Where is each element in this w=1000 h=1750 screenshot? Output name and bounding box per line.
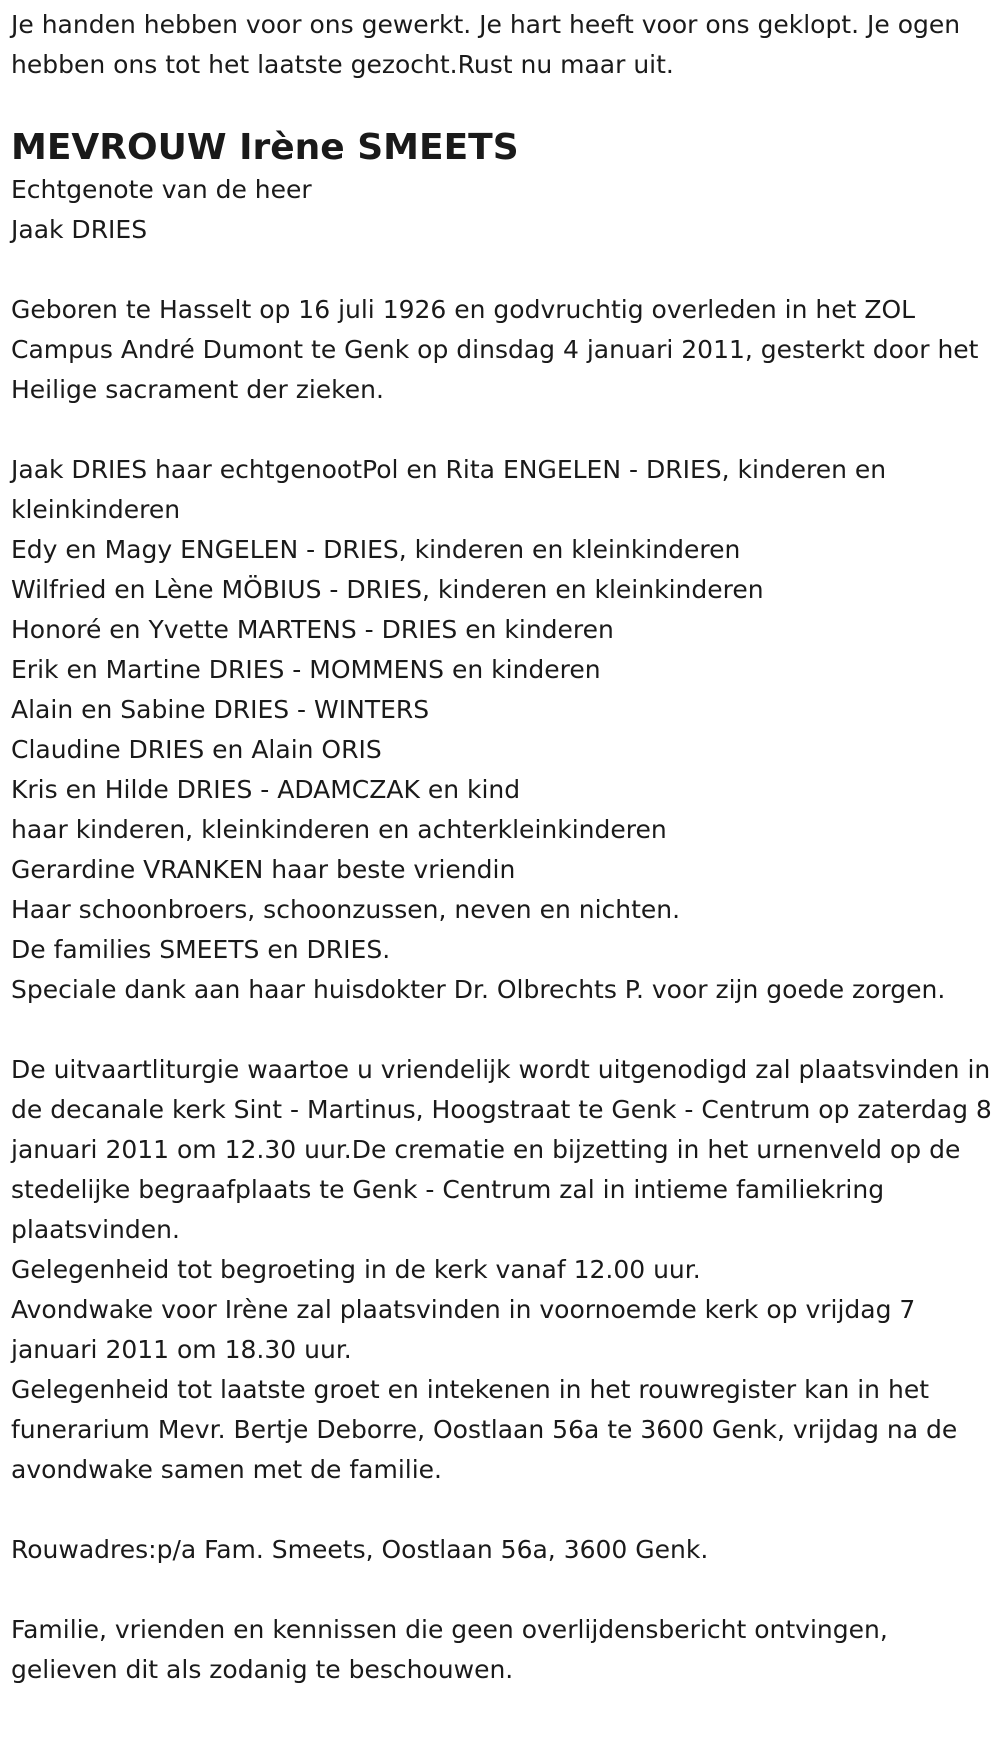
vigil-paragraph: Avondwake voor Irène zal plaatsvinden in voornoemde kerk op vrijdag 7 januari 2011 om 18.30 uur. [11, 1295, 916, 1364]
family-line: Haar schoonbroers, schoonzussen, neven en nichten. [11, 895, 681, 924]
spacer [11, 1570, 992, 1610]
birth-death-paragraph: Geboren te Hasselt op 16 juli 1926 en godvruchtig overleden in het ZOL Campus André Dumont te Genk op dinsdag 4 januari 2011, gesterkt door het Heilige sacrament der zieken. [11, 295, 979, 404]
family-line: Speciale dank aan haar huisdokter Dr. Olbrechts P. voor zijn goede zorgen. [11, 975, 946, 1004]
spacer [11, 410, 992, 450]
spouse-name: Jaak DRIES [11, 215, 148, 244]
family-line: Erik en Martine DRIES - MOMMENS en kinderen [11, 655, 601, 684]
family-line: Wilfried en Lène MÖBIUS - DRIES, kinderen en kleinkinderen [11, 575, 764, 604]
greeting-church-line: Gelegenheid tot begroeting in de kerk vanaf 12.00 uur. [11, 1255, 701, 1284]
family-line: Alain en Sabine DRIES - WINTERS [11, 695, 430, 724]
spacer [11, 250, 992, 290]
mourning-address: Rouwadres:p/a Fam. Smeets, Oostlaan 56a, 3600 Genk. [11, 1535, 709, 1564]
family-line: Edy en Magy ENGELEN - DRIES, kinderen en kleinkinderen [11, 535, 741, 564]
family-line: De families SMEETS en DRIES. [11, 935, 391, 964]
intro-verse: Je handen hebben voor ons gewerkt. Je hart heeft voor ons geklopt. Je ogen hebben ons tot het laatste gezocht.Rust nu maar uit. [11, 10, 961, 79]
family-line: haar kinderen, kleinkinderen en achterkleinkinderen [11, 815, 667, 844]
family-line: Claudine DRIES en Alain ORIS [11, 735, 382, 764]
funeral-liturgy-paragraph: De uitvaartliturgie waartoe u vriendelijk wordt uitgenodigd zal plaatsvinden in de decanale kerk Sint - Martinus, Hoogstraat te Genk - Centrum op zaterdag 8 januari 2011 om 12.30 uur.De crematie en bijzetting in het urnenveld op de stedelijke begraafplaats te Genk - Centrum zal in intieme familiekring plaatsvinden. [11, 1055, 992, 1244]
closing-note: Familie, vrienden en kennissen die geen overlijdensbericht ontvingen, gelieven dit als zodanig te beschouwen. [11, 1615, 888, 1684]
spouse-line: Echtgenote van de heer [11, 175, 312, 204]
funeral-info [11, 1050, 992, 1490]
family-line: Gerardine VRANKEN haar beste vriendin [11, 855, 516, 884]
deceased-name-title: MEVROUW Irène SMEETS [11, 127, 519, 168]
spacer [11, 1490, 992, 1530]
spacer [11, 1010, 992, 1050]
last-greeting-paragraph: Gelegenheid tot laatste groet en intekenen in het rouwregister kan in het funerarium Mevr. Bertje Deborre, Oostlaan 56a te 3600 Genk, vrijdag na de avondwake samen met de familie. [11, 1375, 958, 1484]
spouse-block [11, 170, 992, 250]
family-line: Kris en Hilde DRIES - ADAMCZAK en kind [11, 775, 521, 804]
family-list [11, 450, 992, 1010]
family-line: Jaak DRIES haar echtgenootPol en Rita ENGELEN - DRIES, kinderen en kleinkinderen [11, 455, 887, 524]
family-line: Honoré en Yvette MARTENS - DRIES en kinderen [11, 615, 614, 644]
